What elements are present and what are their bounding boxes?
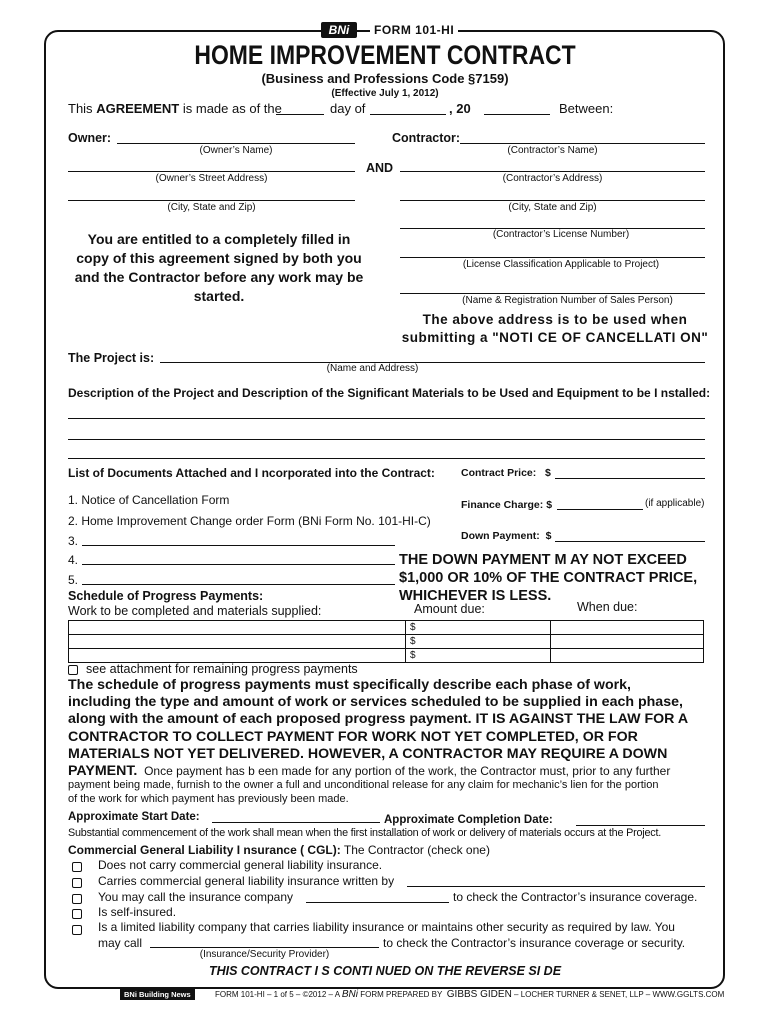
contractor-name-field[interactable] (460, 143, 705, 144)
year-prefix: , 20 (449, 101, 471, 116)
cgl-option-3-label: You may call the insurance company (98, 890, 293, 904)
amount-due-label: Amount due: (414, 602, 485, 616)
sales-person-caption: (Name & Registration Number of Sales Person) (462, 295, 673, 306)
contractor-city-field[interactable] (400, 200, 705, 201)
contractor-address-caption: (Contractor’s Address) (502, 173, 603, 184)
amount-cell[interactable]: $ (406, 621, 551, 635)
owner-city-field[interactable] (68, 200, 355, 201)
agreement-day-field[interactable] (276, 114, 324, 115)
description-line-3[interactable] (68, 458, 705, 459)
down-payment-warning: THE DOWN PAYMENT M AY NOT EXCEED $1,000 OR 10% OF THE CONTRACT PRICE, WHICHEVER IS LESS. (399, 552, 698, 604)
description-label: Description of the Project and Description of the Significant Materials to be Used and Equipment to be I nstalled: (68, 386, 711, 400)
cgl-option-4-label: Is self-insured. (98, 905, 177, 919)
when-cell[interactable] (551, 621, 704, 635)
continued-notice: THIS CONTRACT I S CONTI NUED ON THE REVERSE SI DE (208, 964, 562, 978)
owner-name-caption: (Owner’s Name) (199, 145, 273, 156)
when-due-label: When due: (577, 600, 638, 614)
down-payment-field[interactable] (555, 541, 705, 542)
page-subtitle: (Business and Professions Code §7159) (261, 71, 509, 86)
owner-city-caption: (City, State and Zip) (167, 202, 256, 213)
schedule-title: Schedule of Progress Payments: (68, 589, 264, 603)
completion-date-label: Approximate Completion Date: (384, 814, 553, 826)
owner-name-field[interactable] (117, 143, 355, 144)
contractor-name-caption: (Contractor’s Name) (507, 145, 598, 156)
work-cell[interactable] (69, 621, 406, 635)
insurer-name-field[interactable] (407, 886, 705, 887)
cancellation-notice: The above address is to be used when submitting a "NOTI CE OF CANCELLATI ON" (401, 312, 709, 345)
between-label: Between: (559, 101, 614, 116)
and-label: AND (366, 161, 394, 175)
owner-street-caption: (Owner’s Street Address) (155, 173, 268, 184)
footer-logo: BNi Building News (120, 989, 195, 1000)
contractor-city-caption: (City, State and Zip) (508, 202, 597, 213)
owner-label: Owner: (68, 131, 112, 145)
amount-cell[interactable]: $ (406, 635, 551, 649)
cgl-option-2-checkbox[interactable] (72, 878, 82, 888)
substantial-commencement-text: Substantial commencement of the work shall mean when the first installation of work or delivery of materials occurs at the Project. (68, 827, 662, 839)
document-item-5: 5. (68, 573, 79, 587)
contractor-classification-field[interactable] (400, 257, 705, 258)
start-date-label: Approximate Start Date: (68, 811, 200, 823)
document-item-1: 1. Notice of Cancellation Form (68, 493, 230, 507)
form-number: FORM 101-HI (370, 23, 458, 37)
footer-text: FORM 101-HI – 1 of 5 – ©2012 – A BNi FORM PREPARED BY GIBBS GIDEN – LOCHER TURNER & SENET, LLP – WWW.GGLTS.COM (215, 989, 725, 1000)
cgl-option-4-checkbox[interactable] (72, 909, 82, 919)
table-row (69, 649, 704, 663)
project-label: The Project is: (68, 351, 155, 365)
cgl-option-1-checkbox[interactable] (72, 862, 82, 872)
progress-payment-law-text: The schedule of progress payments must specifically describe each phase of work, including the type and amount of work or services scheduled to be supplied in each phase, along with the amount of each proposed progress payment. IT IS AGAINST THE LAW FOR A CONTRACTOR TO COLLECT PAYMENT FOR WORK NOT YET COMPLETED, OR FOR MATERIALS NOT YET DELIVERED. HOWEVER, A CONTRACTOR MAY REQUIRE A DOWN (68, 677, 689, 762)
payment-release-text-2: payment being made, furnish to the owner a full and unconditional release for any claim for mechanic’s lien for the portion (68, 779, 659, 791)
attachment-checkbox[interactable] (68, 665, 78, 675)
cgl-option-2-label: Carries commercial general liability insurance written by (98, 874, 395, 888)
page-title: HOME IMPROVEMENT CONTRACT (194, 40, 576, 70)
completion-date-field[interactable] (576, 825, 705, 826)
table-row (69, 635, 704, 649)
schedule-work-label: Work to be completed and materials supplied: (68, 604, 322, 618)
cgl-option-3-checkbox[interactable] (72, 894, 82, 904)
day-of-label: day of (330, 101, 366, 116)
description-line-2[interactable] (68, 439, 705, 440)
payment-release-text: PAYMENT. Once payment has b een made for any portion of the work, the Contractor must, prior to any further (68, 763, 671, 779)
contractor-license-caption: (Contractor’s License Number) (492, 229, 630, 240)
contract-price-field[interactable] (555, 478, 705, 479)
check-coverage-label: to check the Contractor’s insurance coverage. (453, 890, 698, 904)
check-coverage-security-label: to check the Contractor’s insurance coverage or security. (383, 936, 686, 950)
effective-date: (Effective July 1, 2012) (331, 88, 439, 99)
entitled-notice: You are entitled to a completely filled in copy of this agreement signed by both you and the Contractor before any work may be started. (74, 231, 364, 304)
description-line-1[interactable] (68, 418, 705, 419)
contractor-label: Contractor: (392, 131, 461, 145)
document-field-3[interactable] (82, 545, 395, 546)
owner-street-field[interactable] (68, 171, 355, 172)
document-field-4[interactable] (82, 564, 395, 565)
document-field-5[interactable] (82, 584, 395, 585)
documents-label: List of Documents Attached and I ncorporated into the Contract: (68, 466, 435, 480)
document-item-2: 2. Home Improvement Change order Form (BNi Form No. 101-HI-C) (68, 514, 431, 528)
may-call-label: may call (98, 936, 143, 950)
when-cell[interactable] (551, 635, 704, 649)
table-row (69, 621, 704, 635)
work-cell[interactable] (69, 649, 406, 663)
contractor-classification-caption: (License Classification Applicable to Project) (462, 259, 660, 270)
agreement-month-field[interactable] (370, 114, 446, 115)
cgl-option-1-label: Does not carry commercial general liability insurance. (98, 858, 383, 872)
down-payment-label: Down Payment: $ (461, 530, 552, 542)
sales-person-field[interactable] (400, 293, 705, 294)
start-date-field[interactable] (212, 822, 380, 823)
cgl-heading: Commercial General Liability I nsurance ( CGL): The Contractor (check one) (68, 843, 490, 857)
attachment-label: see attachment for remaining progress payments (86, 662, 358, 676)
work-cell[interactable] (69, 635, 406, 649)
project-caption: (Name and Address) (326, 363, 419, 374)
security-provider-field[interactable] (150, 947, 379, 948)
amount-cell[interactable]: $ (406, 649, 551, 663)
when-cell[interactable] (551, 649, 704, 663)
progress-payments-table (68, 620, 704, 663)
provider-caption: (Insurance/Security Provider) (199, 949, 330, 960)
agreement-line: This AGREEMENT is made as of the (68, 101, 282, 116)
insurer-phone-field[interactable] (306, 902, 449, 903)
contractor-address-field[interactable] (400, 171, 705, 172)
payment-release-text-3: of the work for which payment has previously been made. (68, 793, 349, 805)
finance-charge-field[interactable] (557, 509, 643, 510)
document-item-4: 4. (68, 553, 79, 567)
bni-logo: BNi (321, 22, 357, 38)
agreement-year-field[interactable] (484, 114, 550, 115)
cgl-option-5-checkbox[interactable] (72, 925, 82, 935)
contract-price-label: Contract Price: $ (461, 467, 551, 479)
cgl-option-5-label: Is a limited liability company that carries liability insurance or maintains other security as required by law. You (98, 920, 675, 934)
if-applicable-label: (if applicable) (645, 498, 705, 509)
finance-charge-label: Finance Charge: $ (461, 499, 553, 511)
document-item-3: 3. (68, 534, 79, 548)
